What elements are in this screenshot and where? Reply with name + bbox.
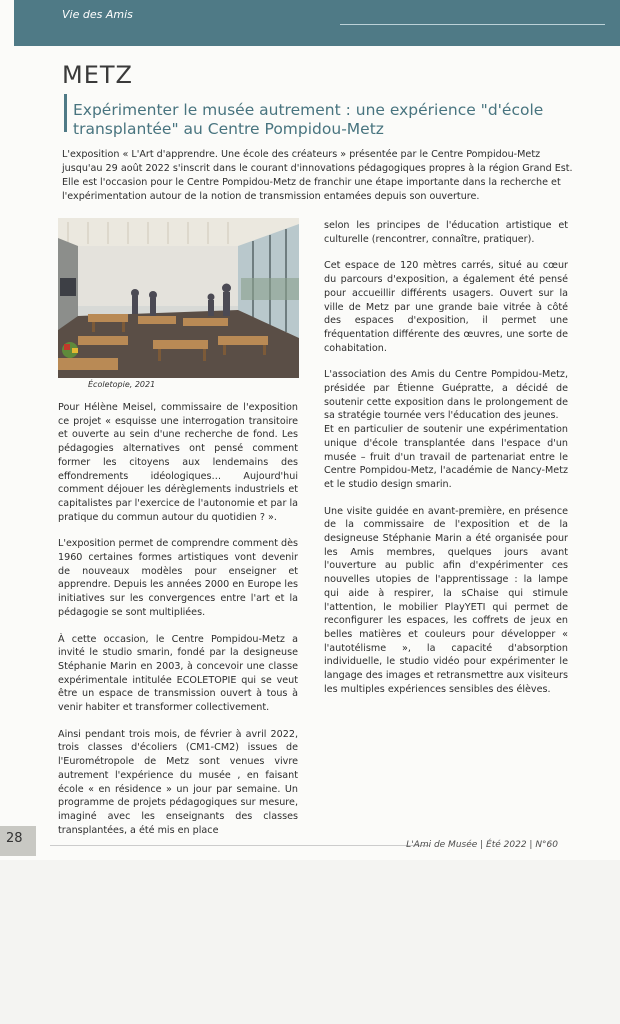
right-paragraph-3: L'association des Amis du Centre Pompidou-Metz, présidée par Étienne Guépratte, a décidé de soutenir cette exposition dans le prolongement de sa stratégie tournée vers l'éducation des jeunes. Et en particulier de soutenir une expérimentation unique d'école transplantée dans l'espace d'un musée – fruit d'un travail de partenariat entre le Centre Pompidou-Metz, l'académie de Nancy-Metz et le studio design smarin. (324, 369, 568, 490)
header-divider (340, 24, 605, 25)
footer-divider (50, 845, 430, 846)
publication-footer: L'Ami de Musée | Été 2022 | N°60 (406, 840, 558, 850)
classroom-photo-illustration (58, 218, 299, 378)
right-column (324, 219, 568, 710)
left-paragraph-2: L'exposition permet de comprendre comment dès 1960 certaines formes artistiques vont devenir de nouveaux modèles pour enseigner et apprendre. Depuis les années 2000 en Europe les initiatives sur les convergences entre l'art et la pédagogie se sont multipliées. (58, 538, 299, 618)
photo-caption: Écoletopie, 2021 (88, 380, 156, 389)
article-intro: L'exposition « L'Art d'apprendre. Une école des créateurs » présentée par le Centre Pompidou-Metz jusqu'au 29 août 2022 s'inscrit dans le courant d'innovations pédagogiques propres à la région Grand Est. Elle est l'occasion pour le Centre Pompidou-Metz de franchir une étape importante dans la recherche et l'expérimentation autour de la notion de transmission entamées depuis son ouverture. (62, 149, 573, 202)
right-paragraph-4: Une visite guidée en avant-première, en présence de la commissaire de l'exposition et de la designeuse Stéphanie Marin a été organisée pour les Amis membres, quelques jours avant l'ouverture au public afin d'expérimenter ces nouvelles utopies de l'apprentissage : la lampe qui aide à respirer, la sChaise qui stimule l'attention, le mobilier PlayYETI qui permet de reconfigurer les espaces, les coffrets de jeux en belles matières et couleurs pour développer « l'autotélisme », la capacité d'absorption individuelle, le studio vidéo pour expérimenter le langage des images et retransmettre aux visiteurs les multiples expériences sensibles des élèves. (324, 505, 568, 695)
section-header-band (14, 0, 620, 46)
title-accent-bar (64, 94, 67, 132)
page-number: 28 (6, 831, 23, 846)
left-paragraph-3: À cette occasion, le Centre Pompidou-Metz a invité le studio smarin, fondé par la designeuse Stéphanie Marin en 2003, à concevoir une classe expérimentale intitulée ECOLETOPIE qui se veut être un espace de transmission ouvert à tous à venir habiter et transformer collectivement. (58, 633, 298, 714)
left-paragraph-4: Ainsi pendant trois mois, de février à avril 2022, trois classes d'écoliers (CM1-CM2) issues de l'Eurométropole de Metz sont venues vivre autrement l'expérience du musée , en faisant école « en résidence » un jour par semaine. Un programme de projets pédagogiques sur mesure, imaginé avec les enseignants des classes transplantées, a été mis en place (58, 728, 298, 836)
left-column (58, 401, 298, 850)
right-paragraph-1: selon les principes de l'éducation artistique et culturelle (rencontrer, connaître, pratiquer). (324, 220, 568, 245)
article-title: Expérimenter le musée autrement : une expérience "d'école transplantée" au Centre Pompidou-Metz (73, 101, 544, 138)
left-paragraph-1: Pour Hélène Meisel, commissaire de l'exposition ce projet « esquisse une interrogation transitoire et ouverte au sein d'une recherche de fond. Les pédagogies alternatives ont pensé comment former les citoyens aux lendemains des effondrements idéologiques… Aujourd'hui comment déjouer les dérèglements industriels et capitalistes par l'exercice de l'autonomie et par la pratique du commun autour du quotidien ? ». (58, 402, 298, 523)
classroom-photo (58, 218, 299, 378)
right-paragraph-2: Cet espace de 120 mètres carrés, situé au cœur du parcours d'exposition, a également été pensé pour accueillir différents usagers. Ouvert sur la ville de Metz par une grande baie vitrée à côté des espaces d'exposition, il permet une fréquentation différente des œuvres, une sorte de cohabitation. (324, 260, 568, 354)
city-heading: METZ (62, 61, 133, 89)
section-label: Vie des Amis (62, 8, 133, 21)
